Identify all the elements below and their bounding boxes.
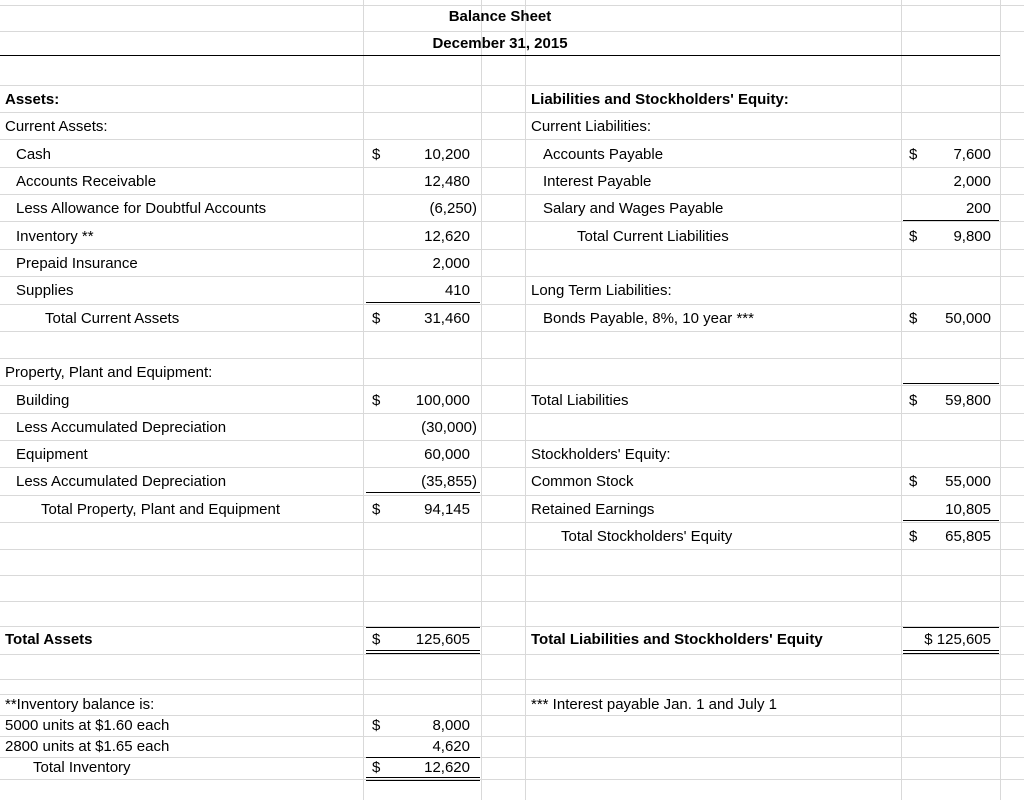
current-assets-underline <box>366 302 480 303</box>
asset-cash-label: Cash <box>16 146 52 163</box>
equity-heading: Stockholders' Equity: <box>531 446 671 463</box>
total-ppe-amount: 94,145 <box>424 501 470 518</box>
total-liabilities-topline <box>903 383 999 384</box>
liabilities-heading: Liabilities and Stockholders' Equity: <box>531 91 789 108</box>
total-current-liabilities-amount: 9,800 <box>953 228 991 245</box>
bonds-amount: 50,000 <box>945 310 991 327</box>
equity-underline <box>903 520 999 521</box>
interest-note: *** Interest payable Jan. 1 and July 1 <box>531 696 777 713</box>
liab-interest-amount: 2,000 <box>953 173 991 190</box>
asset-prepaid-amount: 2,000 <box>432 255 470 272</box>
liab-ap-amount: 7,600 <box>953 146 991 163</box>
total-current-assets-label: Total Current Assets <box>45 310 180 327</box>
total-assets-label: Total Assets <box>5 631 93 648</box>
sheet-title: Balance Sheet <box>448 8 552 25</box>
ppe-dep1-amount: (30,000) <box>421 419 477 436</box>
asset-inventory-amount: 12,620 <box>424 228 470 245</box>
ppe-heading: Property, Plant and Equipment: <box>5 364 213 381</box>
total-assets-dollar: $ <box>372 631 381 648</box>
inventory-note-underline <box>366 757 480 758</box>
asset-allowance-amount: (6,250) <box>429 200 477 217</box>
total-le-label: Total Liabilities and Stockholders' Equity <box>531 631 823 648</box>
bonds-dollar: $ <box>909 310 918 327</box>
total-assets-double-underline <box>366 650 480 654</box>
total-equity-dollar: $ <box>909 528 918 545</box>
inventory-row1-amount: 8,000 <box>432 717 470 734</box>
ppe-equipment-label: Equipment <box>16 446 88 463</box>
common-stock-label: Common Stock <box>531 473 634 490</box>
total-equity-label: Total Stockholders' Equity <box>561 528 733 545</box>
asset-ar-amount: 12,480 <box>424 173 470 190</box>
inventory-row1-label: 5000 units at $1.60 each <box>5 717 170 734</box>
long-term-heading: Long Term Liabilities: <box>531 282 672 299</box>
inventory-row2-label: 2800 units at $1.65 each <box>5 738 170 755</box>
liab-salary-label: Salary and Wages Payable <box>543 200 724 217</box>
ppe-dep1-label: Less Accumulated Depreciation <box>16 419 227 436</box>
total-liabilities-label: Total Liabilities <box>531 392 629 409</box>
asset-inventory-label: Inventory ** <box>16 228 94 245</box>
total-assets-amount: 125,605 <box>415 631 470 648</box>
inventory-total-amount: 12,620 <box>424 759 470 776</box>
total-ppe-label: Total Property, Plant and Equipment <box>41 501 281 518</box>
ppe-building-amount: 100,000 <box>415 392 470 409</box>
asset-cash-dollar: $ <box>372 146 381 163</box>
inventory-row1-dollar: $ <box>372 717 381 734</box>
inventory-note-heading: **Inventory balance is: <box>5 696 155 713</box>
ppe-building-label: Building <box>16 392 70 409</box>
current-assets-heading: Current Assets: <box>5 118 108 135</box>
total-current-assets-amount: 31,460 <box>424 310 470 327</box>
inventory-total-double-underline <box>366 777 480 781</box>
inventory-total-dollar: $ <box>372 759 381 776</box>
sheet-date: December 31, 2015 <box>432 35 568 52</box>
asset-allowance-label: Less Allowance for Doubtful Accounts <box>16 200 267 217</box>
total-current-liabilities-dollar: $ <box>909 228 918 245</box>
inventory-total-label: Total Inventory <box>33 759 131 776</box>
assets-heading: Assets: <box>5 91 60 108</box>
total-current-assets-dollar: $ <box>372 310 381 327</box>
liab-ap-label: Accounts Payable <box>543 146 664 163</box>
asset-ar-label: Accounts Receivable <box>16 173 157 190</box>
total-le-double-underline <box>903 650 999 654</box>
asset-cash-amount: 10,200 <box>424 146 470 163</box>
ppe-dep2-amount: (35,855) <box>421 473 477 490</box>
retained-earnings-amount: 10,805 <box>945 501 991 518</box>
total-ppe-dollar: $ <box>372 501 381 518</box>
current-liabilities-heading: Current Liabilities: <box>531 118 652 135</box>
current-liabilities-underline <box>903 220 999 221</box>
retained-earnings-label: Retained Earnings <box>531 501 655 518</box>
total-liabilities-amount: 59,800 <box>945 392 991 409</box>
asset-supplies-amount: 410 <box>444 282 470 299</box>
inventory-row2-amount: 4,620 <box>432 738 470 755</box>
common-stock-dollar: $ <box>909 473 918 490</box>
ppe-building-dollar: $ <box>372 392 381 409</box>
ppe-dep2-label: Less Accumulated Depreciation <box>16 473 227 490</box>
total-le-topline <box>903 627 999 628</box>
liab-salary-amount: 200 <box>965 200 991 217</box>
ppe-equipment-amount: 60,000 <box>424 446 470 463</box>
total-liabilities-dollar: $ <box>909 392 918 409</box>
total-current-liabilities-label: Total Current Liabilities <box>577 228 729 245</box>
total-equity-amount: 65,805 <box>945 528 991 545</box>
total-assets-topline <box>366 627 480 628</box>
bonds-label: Bonds Payable, 8%, 10 year *** <box>543 310 754 327</box>
common-stock-amount: 55,000 <box>945 473 991 490</box>
liab-ap-dollar: $ <box>909 146 918 163</box>
asset-supplies-label: Supplies <box>16 282 74 299</box>
liab-interest-label: Interest Payable <box>543 173 652 190</box>
total-le-amount: $ 125,605 <box>924 631 991 648</box>
ppe-underline <box>366 492 480 493</box>
asset-prepaid-label: Prepaid Insurance <box>16 255 138 272</box>
